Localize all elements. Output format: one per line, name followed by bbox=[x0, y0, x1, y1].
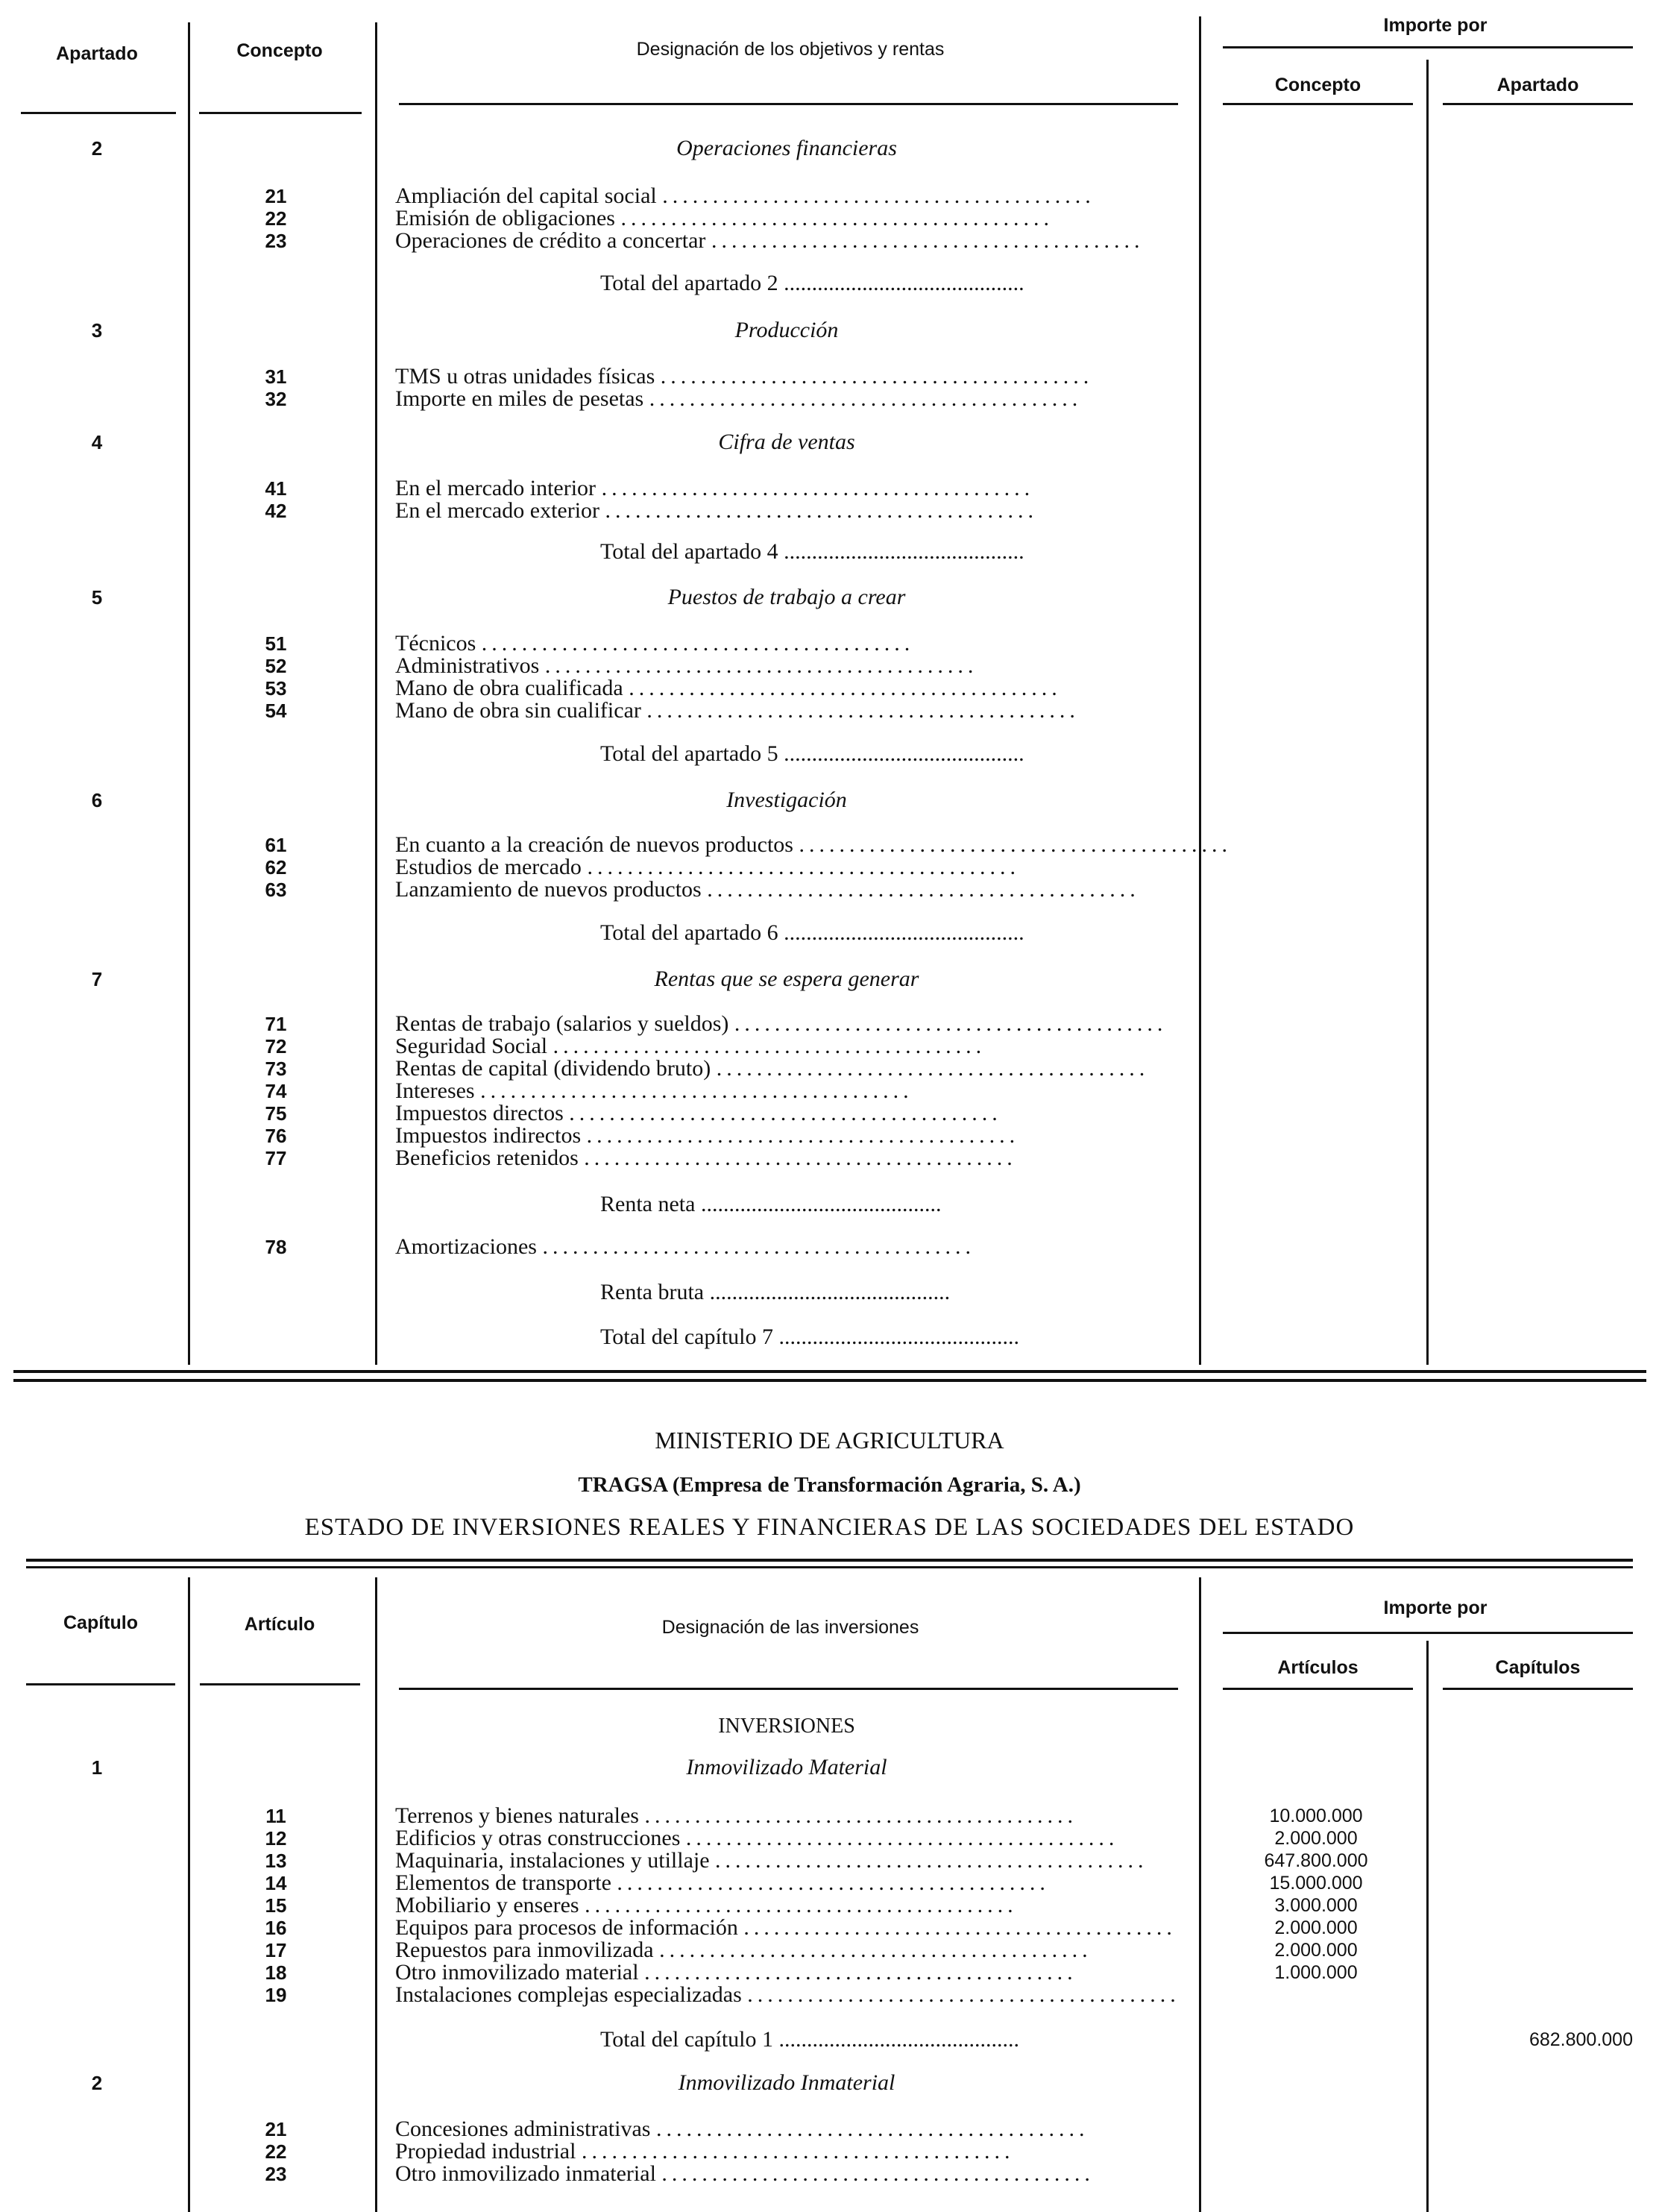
total-row bbox=[0, 272, 1659, 295]
table-row bbox=[0, 1080, 1659, 1102]
table-row bbox=[0, 207, 1659, 230]
ministry-title: MINISTERIO DE AGRICULTURA bbox=[655, 1427, 1004, 1454]
table-row bbox=[0, 477, 1659, 500]
section-row bbox=[0, 431, 1659, 453]
header-designacion: Designación de los objetivos y rentas bbox=[636, 39, 945, 60]
table-row bbox=[0, 1013, 1659, 1035]
table-row bbox=[0, 365, 1659, 388]
concept-label: Estudios de mercado ........................................... bbox=[395, 855, 1020, 879]
article-label: Instalaciones complejas especializadas ........................................... bbox=[395, 1982, 1180, 2007]
article-code: 15 bbox=[265, 1894, 287, 1917]
header-rule bbox=[1223, 103, 1413, 105]
concept-label: Rentas de capital (dividendo bruto) ........................................... bbox=[395, 1056, 1150, 1081]
table-row bbox=[0, 230, 1659, 252]
table-row bbox=[0, 1827, 1659, 1850]
article-amount: 647.800.000 bbox=[1264, 1850, 1368, 1871]
section-row bbox=[0, 586, 1659, 609]
capitulo-number: 2 bbox=[91, 2072, 103, 2094]
article-code: 11 bbox=[265, 1805, 286, 1827]
section-title: Puestos de trabajo a crear bbox=[667, 585, 906, 609]
concept-label: Emisión de obligaciones ........................................... bbox=[395, 206, 1054, 230]
concept-code: 21 bbox=[265, 185, 287, 207]
concept-code: 75 bbox=[265, 1102, 287, 1125]
table-row bbox=[0, 1125, 1659, 1147]
article-amount: 10.000.000 bbox=[1269, 1806, 1363, 1826]
chapter-amount: 682.800.000 bbox=[1529, 2029, 1633, 2050]
concept-label: Rentas de trabajo (salarios y sueldos) ........................................... bbox=[395, 1011, 1168, 1036]
header-rule bbox=[199, 112, 362, 114]
table-row bbox=[0, 1102, 1659, 1125]
article-label: Edificios y otras construcciones ........................................... bbox=[395, 1826, 1119, 1850]
concept-code: 51 bbox=[265, 632, 287, 655]
article-label: Mobiliario y enseres ........................................... bbox=[395, 1893, 1018, 1917]
concept-code: 41 bbox=[265, 477, 287, 500]
section-title: Producción bbox=[734, 318, 839, 342]
table-row bbox=[0, 1984, 1659, 2006]
total-row bbox=[0, 1281, 1659, 1304]
concept-label: Amortizaciones ........................................... bbox=[395, 1234, 975, 1259]
section-row bbox=[0, 2072, 1659, 2094]
header-importe-capitulos: Capítulos bbox=[1495, 1657, 1581, 1678]
section-row bbox=[0, 319, 1659, 342]
concept-code: 53 bbox=[265, 677, 287, 700]
section-title: Cifra de ventas bbox=[718, 430, 855, 454]
header-rule bbox=[1223, 46, 1633, 48]
table-row bbox=[0, 632, 1659, 655]
header-apartado: Apartado bbox=[56, 43, 138, 64]
concept-label: En cuanto a la creación de nuevos productos ........................................... bbox=[395, 832, 1232, 857]
concept-label: Impuestos directos ........................................... bbox=[395, 1101, 1002, 1125]
section-row bbox=[0, 789, 1659, 811]
concept-code: 32 bbox=[265, 388, 287, 410]
table-row bbox=[0, 1872, 1659, 1894]
concept-label: Importe en miles de pesetas ........................................... bbox=[395, 386, 1083, 411]
header-importe-apartado: Apartado bbox=[1496, 75, 1579, 95]
section-title: Operaciones financieras bbox=[676, 136, 897, 160]
section-row bbox=[0, 1756, 1659, 1779]
concept-code: 74 bbox=[265, 1080, 287, 1102]
apartado-number: 4 bbox=[91, 431, 103, 453]
header-importe-por: Importe por bbox=[1383, 1597, 1488, 1618]
concept-label: Lanzamiento de nuevos productos ........................................... bbox=[395, 877, 1140, 902]
statement-title: ESTADO DE INVERSIONES REALES Y FINANCIERAS DE LAS SOCIEDADES DEL ESTADO bbox=[304, 1514, 1355, 1541]
header-rule bbox=[200, 1683, 360, 1685]
header-rule bbox=[399, 1688, 1178, 1690]
total-label: Total del capítulo 7 ........................................... bbox=[600, 1325, 1020, 1349]
total-label: Renta bruta ........................................... bbox=[600, 1280, 951, 1304]
header-importe-articulos: Artículos bbox=[1277, 1657, 1359, 1678]
total-row bbox=[0, 1326, 1659, 1348]
article-code: 18 bbox=[265, 1961, 287, 1984]
table-row bbox=[0, 1058, 1659, 1080]
concept-code: 22 bbox=[265, 207, 287, 230]
header-concepto: Concepto bbox=[236, 40, 323, 61]
concept-label: Operaciones de crédito a concertar ........................................... bbox=[395, 228, 1145, 253]
table-row bbox=[0, 1939, 1659, 1961]
article-code: 21 bbox=[265, 2118, 287, 2140]
double-rule bbox=[26, 1559, 1633, 1562]
concept-code: 76 bbox=[265, 1125, 287, 1147]
article-amount: 2.000.000 bbox=[1274, 1940, 1358, 1961]
concept-code: 52 bbox=[265, 655, 287, 677]
concept-label: En el mercado interior ........................................... bbox=[395, 476, 1035, 500]
concept-label: TMS u otras unidades físicas ........................................... bbox=[395, 364, 1094, 389]
article-amount: 1.000.000 bbox=[1274, 1962, 1358, 1983]
table-row bbox=[0, 834, 1659, 856]
apartado-number: 3 bbox=[91, 319, 103, 342]
article-amount: 2.000.000 bbox=[1274, 1828, 1358, 1849]
total-label: Total del apartado 4 ........................................... bbox=[600, 539, 1024, 564]
table-row bbox=[0, 185, 1659, 207]
concept-code: 62 bbox=[265, 856, 287, 879]
table-row bbox=[0, 879, 1659, 901]
table-row bbox=[0, 1850, 1659, 1872]
section-title: Inmovilizado Material bbox=[686, 1755, 887, 1779]
total-label: Total del apartado 2 ........................................... bbox=[600, 271, 1024, 295]
section-title: Investigación bbox=[726, 788, 847, 812]
total-row bbox=[0, 2029, 1659, 2051]
article-amount: 3.000.000 bbox=[1274, 1895, 1358, 1916]
concept-label: Técnicos ........................................... bbox=[395, 631, 915, 656]
header-rule bbox=[1443, 1688, 1633, 1690]
section-title: Rentas que se espera generar bbox=[654, 967, 919, 991]
heading-row bbox=[0, 1715, 1659, 1738]
double-rule bbox=[26, 1566, 1633, 1568]
double-rule bbox=[13, 1370, 1646, 1373]
apartado-number: 7 bbox=[91, 968, 103, 990]
article-code: 23 bbox=[265, 2163, 287, 2185]
concept-label: Ampliación del capital social ........................................... bbox=[395, 183, 1095, 208]
table-row bbox=[0, 677, 1659, 700]
concept-code: 23 bbox=[265, 230, 287, 252]
double-rule bbox=[13, 1379, 1646, 1382]
concept-code: 31 bbox=[265, 365, 287, 388]
article-label: Repuestos para inmovilizada ........................................... bbox=[395, 1938, 1092, 1962]
article-label: Maquinaria, instalaciones y utillaje ........................................... bbox=[395, 1848, 1148, 1873]
concept-label: En el mercado exterior ........................................... bbox=[395, 498, 1039, 523]
article-label: Equipos para procesos de información ........................................... bbox=[395, 1915, 1177, 1940]
article-code: 16 bbox=[265, 1917, 287, 1939]
table-row bbox=[0, 655, 1659, 677]
article-code: 13 bbox=[265, 1850, 287, 1872]
total-row bbox=[0, 922, 1659, 944]
header-rule bbox=[399, 103, 1178, 105]
section-row bbox=[0, 137, 1659, 160]
concept-code: 77 bbox=[265, 1147, 287, 1169]
table-row bbox=[0, 2118, 1659, 2140]
table-row bbox=[0, 2163, 1659, 2185]
table-row bbox=[0, 700, 1659, 722]
total-label: Renta neta ........................................... bbox=[600, 1192, 942, 1216]
header-designacion: Designación de las inversiones bbox=[661, 1617, 919, 1638]
article-amount: 2.000.000 bbox=[1274, 1917, 1358, 1938]
article-label: Otro inmovilizado inmaterial ........................................... bbox=[395, 2161, 1095, 2186]
concept-code: 78 bbox=[265, 1236, 287, 1258]
concept-label: Mano de obra cualificada ........................................... bbox=[395, 676, 1062, 700]
concept-label: Intereses ........................................... bbox=[395, 1078, 913, 1103]
total-row bbox=[0, 743, 1659, 765]
article-label: Terrenos y bienes naturales ........................................... bbox=[395, 1803, 1077, 1828]
header-rule bbox=[1443, 103, 1633, 105]
article-label: Elementos de transporte ........................................... bbox=[395, 1870, 1050, 1895]
header-importe-por: Importe por bbox=[1383, 15, 1488, 36]
total-label: Total del apartado 6 ........................................... bbox=[600, 920, 1024, 945]
article-label: Concesiones administrativas ........................................... bbox=[395, 2117, 1089, 2141]
table-row bbox=[0, 2140, 1659, 2163]
article-code: 12 bbox=[265, 1827, 287, 1850]
table-row bbox=[0, 1147, 1659, 1169]
table-row bbox=[0, 1894, 1659, 1917]
total-row bbox=[0, 1193, 1659, 1216]
concept-code: 54 bbox=[265, 700, 287, 722]
concept-code: 42 bbox=[265, 500, 287, 522]
header-importe-concepto: Concepto bbox=[1274, 75, 1361, 95]
section-title: Inmovilizado Inmaterial bbox=[678, 2070, 895, 2095]
total-label: Total del capítulo 1 ........................................... bbox=[600, 2027, 1020, 2052]
table-row bbox=[0, 1917, 1659, 1939]
article-label: Propiedad industrial ........................................... bbox=[395, 2139, 1015, 2164]
table-row bbox=[0, 1035, 1659, 1058]
concept-label: Beneficios retenidos ........................................... bbox=[395, 1146, 1017, 1170]
section-row bbox=[0, 968, 1659, 990]
article-code: 17 bbox=[265, 1939, 287, 1961]
concept-code: 71 bbox=[265, 1013, 287, 1035]
table-row bbox=[0, 388, 1659, 410]
table-row bbox=[0, 1961, 1659, 1984]
apartado-number: 6 bbox=[91, 789, 103, 811]
header-rule bbox=[1223, 1688, 1413, 1690]
apartado-number: 2 bbox=[91, 137, 103, 160]
company-title: TRAGSA (Empresa de Transformación Agraria, S. A.) bbox=[578, 1473, 1081, 1497]
article-amount: 15.000.000 bbox=[1269, 1873, 1363, 1894]
total-label: Total del apartado 5 ........................................... bbox=[600, 741, 1024, 766]
table-row bbox=[0, 500, 1659, 522]
total-row bbox=[0, 541, 1659, 563]
table-row bbox=[0, 856, 1659, 879]
table-row bbox=[0, 1236, 1659, 1258]
concept-code: 61 bbox=[265, 834, 287, 856]
header-articulo: Artículo bbox=[244, 1614, 315, 1635]
concept-code: 72 bbox=[265, 1035, 287, 1058]
header-capitulo: Capítulo bbox=[63, 1612, 138, 1633]
table-row bbox=[0, 1805, 1659, 1827]
article-code: 22 bbox=[265, 2140, 287, 2163]
concept-label: Administrativos ........................................... bbox=[395, 653, 978, 678]
concept-label: Impuestos indirectos ........................................... bbox=[395, 1123, 1020, 1148]
concept-label: Mano de obra sin cualificar ........................................... bbox=[395, 698, 1080, 723]
concept-code: 73 bbox=[265, 1058, 287, 1080]
inversiones-heading: INVERSIONES bbox=[718, 1715, 855, 1738]
article-code: 19 bbox=[265, 1984, 287, 2006]
header-rule bbox=[26, 1683, 175, 1685]
capitulo-number: 1 bbox=[91, 1756, 103, 1779]
concept-code: 63 bbox=[265, 879, 287, 901]
header-rule bbox=[21, 112, 176, 114]
apartado-number: 5 bbox=[91, 586, 103, 609]
concept-label: Seguridad Social ........................................... bbox=[395, 1034, 986, 1058]
article-label: Otro inmovilizado material ........................................... bbox=[395, 1960, 1077, 1985]
article-code: 14 bbox=[265, 1872, 287, 1894]
header-rule bbox=[1223, 1632, 1633, 1634]
